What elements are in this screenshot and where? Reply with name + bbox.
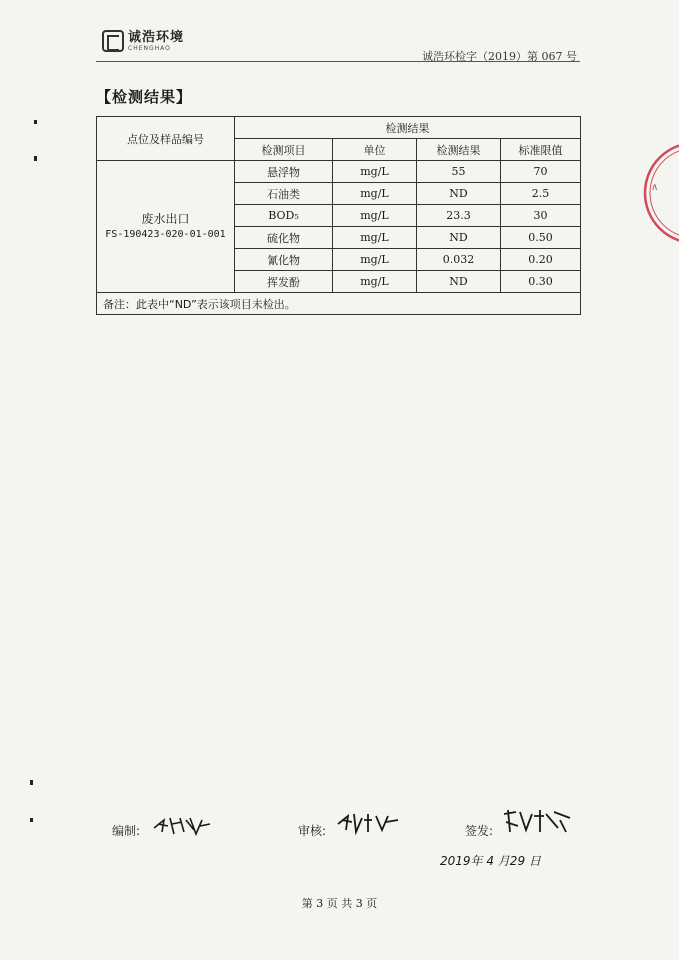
company-name-cn: 诚浩环境 — [128, 29, 185, 45]
sign-date: 2019年 4 月29 日 — [440, 854, 541, 868]
cell-result: 0.032 — [417, 249, 501, 271]
margin-mark — [30, 780, 33, 785]
cell-unit: mg/L — [333, 205, 417, 227]
svg-text:∧: ∧ — [651, 182, 659, 193]
cell-unit: mg/L — [333, 227, 417, 249]
margin-mark — [34, 120, 37, 124]
document-number: 诚浩环检字（2019）第 067 号 — [422, 50, 577, 63]
cell-limit: 0.30 — [501, 271, 581, 293]
company-logo — [102, 30, 184, 52]
cell-unit: mg/L — [333, 161, 417, 183]
reviewed-by-label: 审核: — [298, 824, 327, 838]
official-stamp — [637, 138, 679, 248]
prepared-by-label: 编制: — [112, 824, 141, 838]
cell-item: 挥发酚 — [235, 271, 333, 293]
prepared-signature — [150, 812, 214, 838]
table-row — [97, 161, 581, 183]
header-limit: 标准限值 — [501, 139, 581, 161]
location-cell — [97, 161, 235, 293]
cell-result: ND — [417, 183, 501, 205]
margin-mark — [34, 156, 37, 161]
approved-by-label: 签发: — [465, 824, 494, 838]
logo-icon — [102, 30, 124, 52]
cell-limit: 30 — [501, 205, 581, 227]
cell-result: 55 — [417, 161, 501, 183]
cell-result: ND — [417, 227, 501, 249]
cell-limit: 0.50 — [501, 227, 581, 249]
header-item: 检测项目 — [235, 139, 333, 161]
margin-mark — [30, 818, 33, 822]
cell-item: BOD₅ — [235, 205, 333, 227]
cell-result: 23.3 — [417, 205, 501, 227]
section-title: 【检测结果】 — [96, 88, 193, 106]
reviewed-signature — [336, 810, 400, 836]
header-unit: 单位 — [333, 139, 417, 161]
company-name-en: CHENGHAO — [128, 44, 171, 52]
header-results-group: 检测结果 — [235, 117, 581, 139]
approved-signature — [500, 806, 574, 836]
cell-unit: mg/L — [333, 271, 417, 293]
cell-limit: 70 — [501, 161, 581, 183]
cell-item: 硫化物 — [235, 227, 333, 249]
page-footer: 第 3 页 共 3 页 — [301, 897, 378, 910]
cell-limit: 2.5 — [501, 183, 581, 205]
cell-item: 石油类 — [235, 183, 333, 205]
header-result: 检测结果 — [417, 139, 501, 161]
table-note: 备注：此表中“ND”表示该项目未检出。 — [97, 293, 581, 315]
cell-limit: 0.20 — [501, 249, 581, 271]
cell-item: 悬浮物 — [235, 161, 333, 183]
cell-result: ND — [417, 271, 501, 293]
cell-unit: mg/L — [333, 249, 417, 271]
results-table — [96, 116, 581, 315]
cell-item: 氰化物 — [235, 249, 333, 271]
header-location: 点位及样品编号 — [97, 117, 235, 161]
location-code: FS-190423-020-01-001 — [105, 228, 226, 240]
location-name: 废水出口 — [141, 211, 190, 226]
header-divider — [96, 61, 580, 62]
cell-unit: mg/L — [333, 183, 417, 205]
